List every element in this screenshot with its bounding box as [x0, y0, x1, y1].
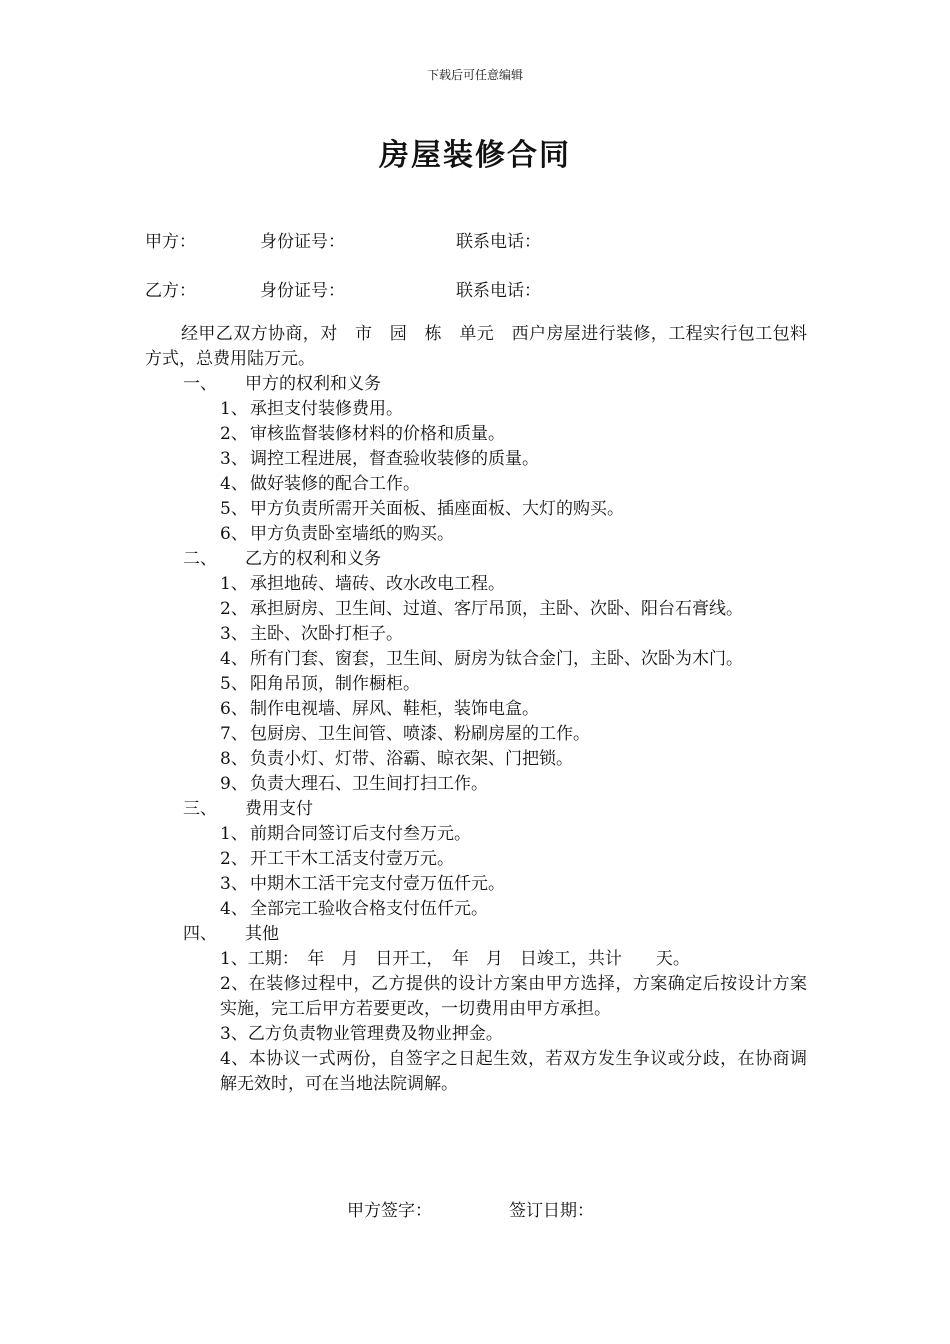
item-number: 1、 — [220, 574, 248, 594]
item-text: 调控工程进展，督查验收装修的质量。 — [250, 449, 539, 469]
item-number: 5、 — [220, 674, 248, 694]
item-text: 主卧、次卧打柜子。 — [250, 624, 403, 644]
list-item — [145, 422, 807, 447]
item-number: 9、 — [220, 774, 248, 794]
item-number: 2、 — [220, 849, 248, 869]
item-text: 包厨房、卫生间管、喷漆、粉刷房屋的工作。 — [250, 724, 590, 744]
section-heading — [145, 797, 807, 822]
party-a-label: 甲方： — [145, 232, 196, 252]
item-number: 3、 — [220, 874, 248, 894]
sign-date-label: 签订日期： — [509, 1201, 594, 1221]
item-number: 8、 — [220, 749, 248, 769]
item-number: 6、 — [220, 524, 248, 544]
list-item — [145, 872, 807, 897]
list-item — [145, 772, 807, 797]
item-number: 7、 — [220, 724, 248, 744]
item-number: 6、 — [220, 699, 248, 719]
list-item — [145, 622, 807, 647]
item-text: 中期木工活干完支付壹万伍仟元。 — [250, 874, 505, 894]
page-title: 房屋装修合同 — [379, 138, 571, 173]
party-b-id-label: 身份证号： — [260, 281, 345, 301]
item-number: 4、 — [220, 649, 248, 669]
list-item — [145, 897, 807, 922]
other-clause: 1、工期： 年 月 日开工， 年 月 日竣工，共计 天。 — [220, 949, 690, 969]
item-text: 前期合同签订后支付叁万元。 — [250, 824, 471, 844]
item-text: 承担厨房、卫生间、过道、客厅吊顶，主卧、次卧、阳台石膏线。 — [250, 599, 743, 619]
list-item — [145, 847, 807, 872]
list-item — [145, 647, 807, 672]
other-clause: 4、本协议一式两份，自签字之日起生效，若双方发生争议或分歧，在协商调解无效时，可在当地法院调解。 — [220, 1049, 807, 1094]
item-number: 4、 — [220, 899, 248, 919]
item-text: 开工干木工活支付壹万元。 — [250, 849, 454, 869]
item-number: 1、 — [220, 824, 248, 844]
item-text: 甲方负责卧室墙纸的购买。 — [250, 524, 454, 544]
list-item — [145, 697, 807, 722]
section-title: 费用支付 — [245, 799, 313, 819]
item-text: 制作电视墙、屏风、鞋柜，装饰电盒。 — [250, 699, 539, 719]
item-text: 负责小灯、灯带、浴霸、晾衣架、门把锁。 — [250, 749, 573, 769]
list-item — [145, 672, 807, 697]
item-text: 做好装修的配合工作。 — [250, 474, 420, 494]
item-text: 承担支付装修费用。 — [250, 399, 403, 419]
party-a-id-label: 身份证号： — [260, 232, 345, 252]
item-number: 4、 — [220, 474, 248, 494]
party-a-phone-label: 联系电话： — [456, 232, 541, 252]
list-item — [145, 597, 807, 622]
item-number: 1、 — [220, 399, 248, 419]
section-heading — [145, 547, 807, 572]
section-title: 其他 — [245, 924, 279, 944]
list-item — [145, 572, 807, 597]
item-text: 甲方负责所需开关面板、插座面板、大灯的购买。 — [250, 499, 624, 519]
list-item — [145, 472, 807, 497]
item-text: 全部完工验收合格支付伍仟元。 — [250, 899, 488, 919]
list-item — [145, 747, 807, 772]
item-number: 5、 — [220, 499, 248, 519]
section-heading — [145, 922, 807, 947]
party-b-phone-label: 联系电话： — [456, 281, 541, 301]
section-number: 二、 — [183, 549, 217, 569]
item-number: 3、 — [220, 624, 248, 644]
section-heading — [145, 372, 807, 397]
contract-body — [145, 322, 807, 1097]
party-b-label: 乙方： — [145, 281, 196, 301]
item-text: 所有门套、窗套，卫生间、厨房为钛合金门，主卧、次卧为木门。 — [250, 649, 743, 669]
list-item — [145, 822, 807, 847]
header-note: 下载后可任意编辑 — [426, 68, 523, 82]
list-item — [145, 722, 807, 747]
section-number: 四、 — [183, 924, 217, 944]
section-number: 三、 — [183, 799, 217, 819]
item-text: 负责大理石、卫生间打扫工作。 — [250, 774, 488, 794]
list-item — [145, 497, 807, 522]
other-clause: 3、乙方负责物业管理费及物业押金。 — [220, 1024, 503, 1044]
item-text: 阳角吊顶，制作橱柜。 — [250, 674, 420, 694]
item-number: 3、 — [220, 449, 248, 469]
item-number: 2、 — [220, 599, 248, 619]
list-item — [145, 397, 807, 422]
section-number: 一、 — [183, 374, 217, 394]
section-title: 乙方的权利和义务 — [245, 549, 381, 569]
item-text: 承担地砖、墙砖、改水改电工程。 — [250, 574, 505, 594]
list-item — [145, 447, 807, 472]
section-title: 甲方的权利和义务 — [245, 374, 381, 394]
other-clause: 2、在装修过程中，乙方提供的设计方案由甲方选择，方案确定后按设计方案实施，完工后甲方若要更改，一切费用由甲方承担。 — [220, 974, 807, 1019]
item-number: 2、 — [220, 424, 248, 444]
party-a-signature-label: 甲方签字： — [347, 1201, 432, 1221]
item-text: 审核监督装修材料的价格和质量。 — [250, 424, 505, 444]
intro-paragraph: 经甲乙双方协商，对 市 园 栋 单元 西户房屋进行装修，工程实行包工包料方式，总费用陆万元。 — [145, 324, 807, 369]
list-item — [145, 522, 807, 547]
